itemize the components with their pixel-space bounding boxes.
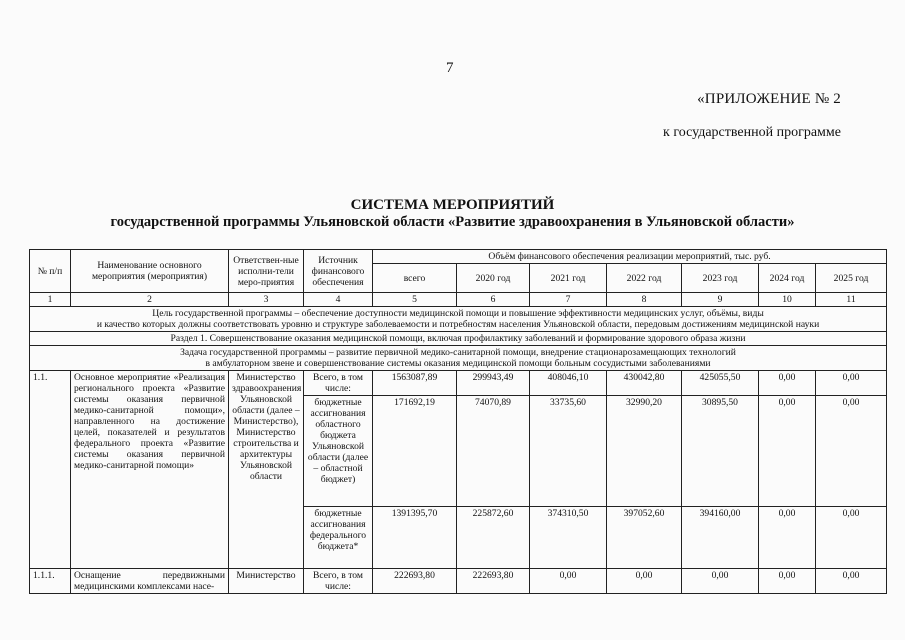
value-total: 1563087,89 xyxy=(373,371,457,396)
value-total: 1391395,70 xyxy=(373,507,457,569)
header-name: Наименование основного мероприятия (мероприятия) xyxy=(71,250,229,293)
task-line: Задача государственной программы – развитие первичной медико-санитарной помощи, внедрение стационарозамещающих технологий xyxy=(180,347,736,358)
col-number: 6 xyxy=(457,293,530,307)
col-number: 4 xyxy=(304,293,373,307)
value-2020: 299943,49 xyxy=(457,371,530,396)
value-2023: 30895,50 xyxy=(682,396,759,507)
row-source: бюджетные ассигнования областного бюджета Ульяновской области (далее – областной бюджет) xyxy=(304,396,373,507)
header-total: всего xyxy=(373,264,457,293)
value-2024: 0,00 xyxy=(759,569,816,594)
goal-line: Цель государственной программы – обеспечение доступности медицинской помощи и повышение эффективности медицинских услуг, объёмы, виды xyxy=(152,308,764,319)
row-source: бюджетные ассигнования федерального бюджета* xyxy=(304,507,373,569)
value-2023: 0,00 xyxy=(682,569,759,594)
goal-row xyxy=(30,307,887,332)
value-2025: 0,00 xyxy=(816,569,887,594)
header-2025: 2025 год xyxy=(816,264,887,293)
page-number: 7 xyxy=(446,60,454,76)
value-2025: 0,00 xyxy=(816,371,887,396)
appendix-to-program: к государственной программе xyxy=(663,125,841,140)
table-header-row xyxy=(30,250,887,264)
value-2025: 0,00 xyxy=(816,507,887,569)
value-2024: 0,00 xyxy=(759,507,816,569)
value-2023: 394160,00 xyxy=(682,507,759,569)
column-numbers-row xyxy=(30,293,887,307)
document-title: СИСТЕМА МЕРОПРИЯТИЙ xyxy=(350,197,555,213)
value-2022: 430042,80 xyxy=(607,371,682,396)
value-total: 222693,80 xyxy=(373,569,457,594)
value-2024: 0,00 xyxy=(759,396,816,507)
value-2025: 0,00 xyxy=(816,396,887,507)
row-name: Основное мероприятие «Реализация регионального проекта «Развитие системы оказания первичной медико-санитарной помощи», направленного на достижение целей, показателей и результатов федерального проекта «Развитие системы оказания первичной медико-санитарной помощи» xyxy=(71,371,229,569)
document-subtitle: государственной программы Ульяновской области «Развитие здравоохранения в Ульяновской области» xyxy=(110,214,795,230)
appendix-label: «ПРИЛОЖЕНИЕ № 2 xyxy=(697,91,841,107)
header-source: Источник финансового обеспечения xyxy=(304,250,373,293)
col-number: 11 xyxy=(816,293,887,307)
col-number: 3 xyxy=(229,293,304,307)
col-number: 9 xyxy=(682,293,759,307)
value-2021: 0,00 xyxy=(530,569,607,594)
goal-line: и качество которых должны соответствовать уровню и структуре заболеваемости и потребностям населения Ульяновской области, передовым достижениям медицинской науки xyxy=(96,319,820,330)
value-2021: 374310,50 xyxy=(530,507,607,569)
row-num: 1.1. xyxy=(30,371,71,569)
value-2020: 222693,80 xyxy=(457,569,530,594)
program-goal xyxy=(30,307,887,332)
header-num: № п/п xyxy=(30,250,71,293)
value-2023: 425055,50 xyxy=(682,371,759,396)
task-row xyxy=(30,346,887,371)
value-2020: 74070,89 xyxy=(457,396,530,507)
value-2022: 397052,60 xyxy=(607,507,682,569)
value-2022: 0,00 xyxy=(607,569,682,594)
task-line: в амбулаторном звене и совершенствование системы оказания медицинской помощи больным сосудистыми заболеваниями xyxy=(205,358,711,369)
measures-table xyxy=(29,249,887,594)
header-2020: 2020 год xyxy=(457,264,530,293)
row-name: Оснащение передвижными медицинскими комплексами насе- xyxy=(71,569,229,594)
value-2020: 225872,60 xyxy=(457,507,530,569)
header-2022: 2022 год xyxy=(607,264,682,293)
col-number: 7 xyxy=(530,293,607,307)
header-2024: 2024 год xyxy=(759,264,816,293)
row-responsible: Министерство xyxy=(229,569,304,594)
header-2023: 2023 год xyxy=(682,264,759,293)
row-num: 1.1.1. xyxy=(30,569,71,594)
table-row xyxy=(30,569,887,594)
value-total: 171692,19 xyxy=(373,396,457,507)
col-number: 5 xyxy=(373,293,457,307)
header-2021: 2021 год xyxy=(530,264,607,293)
row-source: Всего, в том числе: xyxy=(304,371,373,396)
header-volume: Объём финансового обеспечения реализации мероприятий, тыс. руб. xyxy=(373,250,887,264)
section-title: Раздел 1. Совершенствование оказания медицинской помощи, включая профилактику заболеваний и формирование здорового образа жизни xyxy=(30,332,887,346)
header-responsible: Ответствен-ные исполни-тели меро-приятия xyxy=(229,250,304,293)
value-2021: 408046,10 xyxy=(530,371,607,396)
value-2024: 0,00 xyxy=(759,371,816,396)
program-task xyxy=(30,346,887,371)
col-number: 8 xyxy=(607,293,682,307)
value-2022: 32990,20 xyxy=(607,396,682,507)
section-row xyxy=(30,332,887,346)
value-2021: 33735,60 xyxy=(530,396,607,507)
col-number: 10 xyxy=(759,293,816,307)
row-responsible: Министерство здравоохранения Ульяновской области (далее – Министерство), Министерство строительства и архитектуры Ульяновской области xyxy=(229,371,304,569)
row-source: Всего, в том числе: xyxy=(304,569,373,594)
col-number: 2 xyxy=(71,293,229,307)
table-row xyxy=(30,371,887,396)
col-number: 1 xyxy=(30,293,71,307)
